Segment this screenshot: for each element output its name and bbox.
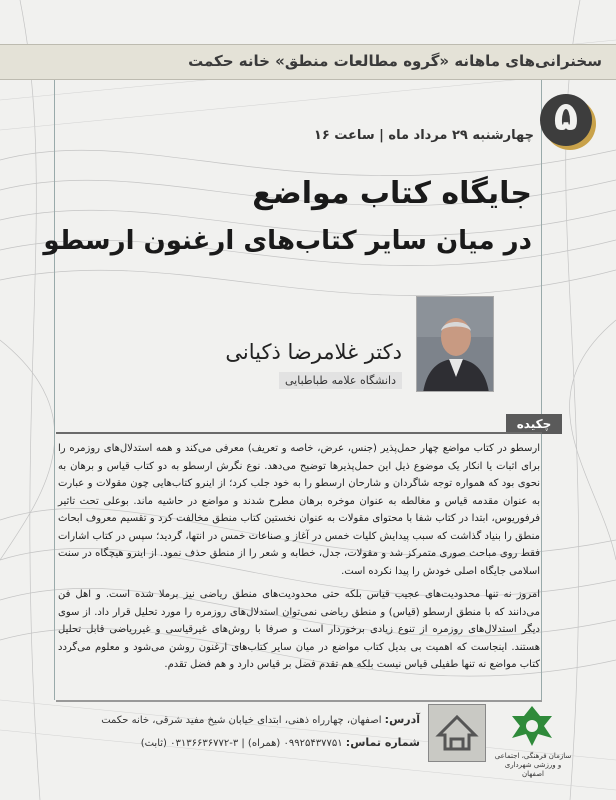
contact-numbers: ۰۹۹۲۵۴۳۷۷۵۱ (همراه) | ۳-۰۳۱۳۶۶۳۶۷۷۲ (ثابت) [140,738,343,749]
address-label: آدرس: [384,713,420,726]
talk-title-line2: در میان سایر کتاب‌های ارغنون ارسطو [43,226,532,256]
series-title: سخنرانی‌های ماهانه «گروه مطالعات منطق» خانه حکمت [188,52,602,70]
speaker-photo [416,296,494,392]
session-datetime: چهارشنبه ۲۹ مرداد ماه | ساعت ۱۶ [313,128,534,143]
abstract-paragraph-2: امروز نه تنها محدودیت‌های عجیب قیاس بلکه حتی محدودیت‌های منطق ریاضی نیز برملا شده است. و اهل فن می‌دانند که با منطق ارسطو (قیاس) و منطق ریاضی نمی‌توان استدلال‌های روزمره را مورد تحلیل قرار داد. از سوی دیگر استدلال‌های روزمره از تنوع زیادی برخوردار است و صرفا با روش‌های غیرقیاسی و غیرریاضی قابل تحلیل هستند. اینجاست که اهمیت بی بدیل کتاب مواضع در میان سایر کتاب‌های ارغنون روشن می‌شود و معلوم می‌گردد کتاب مواضع نه تنها طفیلی قیاس نیست بلکه هم تقدم فضل بر قیاس دارد و هم فضل تقدم. [58,589,540,670]
footer-divider [56,700,542,702]
municipality-logo [508,704,556,748]
khaneh-hekmat-logo [428,704,486,762]
abstract-paragraph-1: ارسطو در کتاب مواضع چهار حمل‌پذیر (جنس، عرض، خاصه و تعریف) معرفی می‌کند و همه استدلال‌های روزمره را برای اثبات یا انکار یک موضوع ذیل این حمل‌پذیرها توضیح می‌دهد. نوع نگرش ارسطو به دو کتاب قیاس و برهان به نحوی بود که همواره توجه شاگردان و شارحان ارسطو را به خود جلب کرد؛ از اینرو کتاب‌هایی چون مقولات و عبارت به عنوان مقدمه قیاس و مغالطه به عنوان موخره برهان مطرح شدند و مواضع در حاشیه ماند. بوعلی تحت تاثیر فرفوریوس، ابتدا در کتاب شفا با محتوای مقولات به عنوان نخستین کتاب منطق مخالفت کرد و تقسیم معروف ابحاث منطق را بنیاد گذاشت که سبب پیدایش کلیات خمس در آغاز و صناعات خمس در انتها، گردید؛ سپس در کتاب اشارات فقط روی مباحث صوری متمرکز شد و مقولات، جدل، خطابه و شعر را از منطق حذف نمود. از اینرو هیچگاه در سنت اسلامی جایگاه اصلی خودش را پیدا نکرده است. [58,443,540,577]
abstract-divider [56,432,542,434]
house-emblem-icon [429,705,485,761]
header-banner [0,44,616,80]
talk-title-line1: جایگاه کتاب مواضع [252,176,532,211]
leaf-emblem-icon [508,704,556,748]
contact-label: شماره تماس: [345,736,420,749]
session-number-badge [532,86,602,156]
organization-caption: سازمان فرهنگی، اجتماعی و ورزشی شهرداری اصفهان [494,752,572,778]
address-text: اصفهان، چهارراه ذهنی، ابتدای خیابان شیخ مفید شرقی، خانه حکمت [101,715,382,726]
speaker-name: دکتر غلامرضا ذکیانی [225,340,402,364]
abstract-body [58,440,540,680]
contact-line [141,736,420,749]
speaker-affiliation: دانشگاه علامه طباطبایی [279,372,402,389]
session-number: ۵ [553,94,579,140]
address-line [101,713,420,726]
abstract-label: چکیده [506,414,562,434]
speaker-portrait [417,297,494,392]
